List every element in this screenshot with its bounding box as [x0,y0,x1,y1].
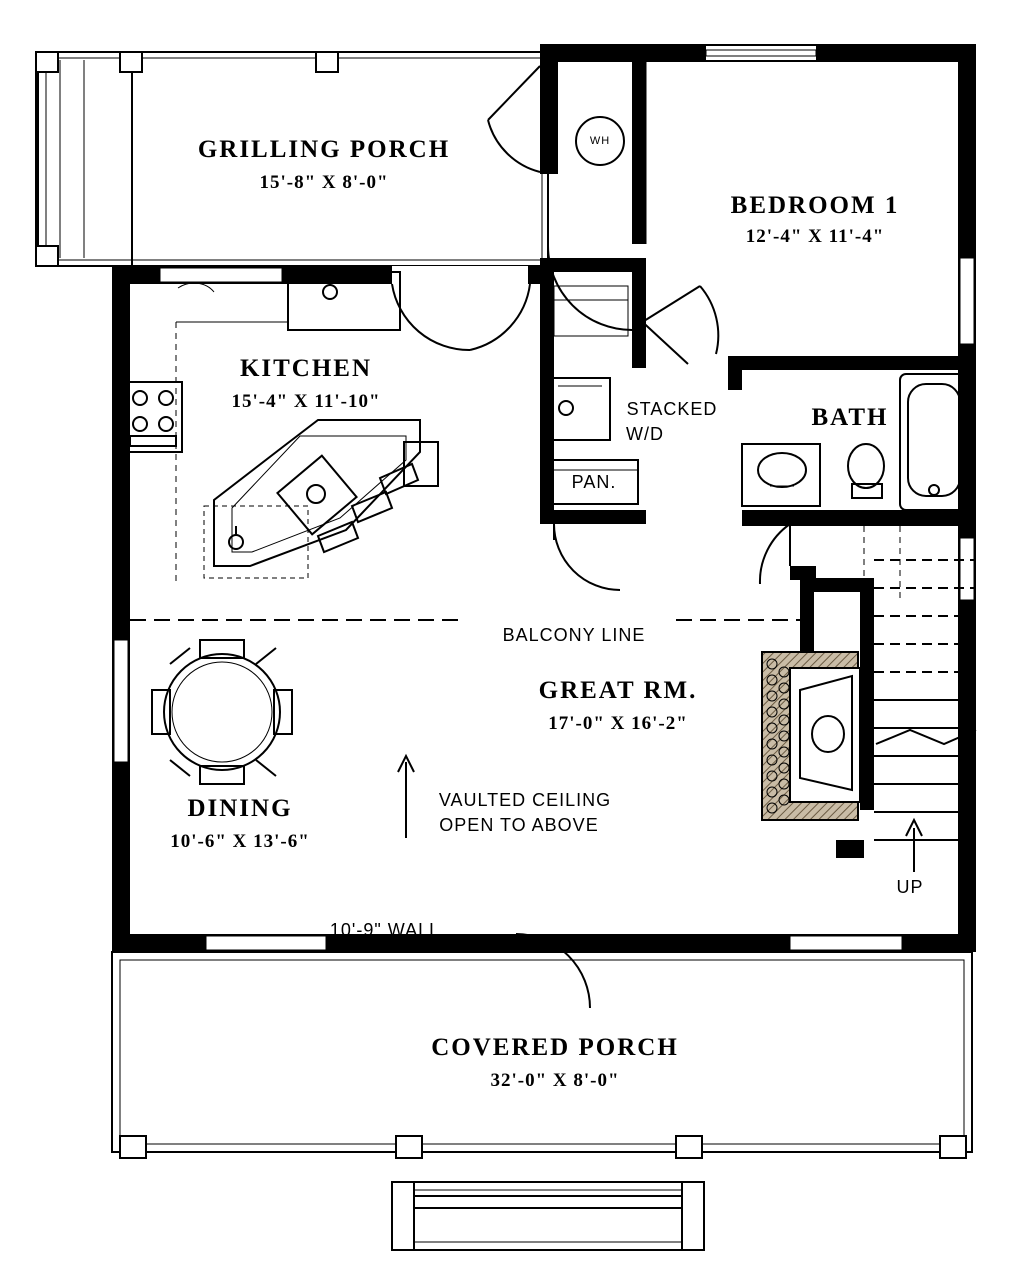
balcony-line-label: BALCONY LINE [502,625,646,645]
room-label-bedroom-1: BEDROOM 1 [730,192,900,219]
stacked-washer-dryer-label-line1: STACKED [626,399,718,419]
pantry-label: PAN. [571,472,617,492]
room-label-great-room: GREAT RM. [538,677,698,704]
room-dim-great-room: 17'-0" X 16'-2" [548,713,688,734]
bath-fixtures [742,374,968,510]
vaulted-ceiling-arrow [398,756,414,838]
room-dim-dining: 10'-6" X 13'-6" [170,831,310,852]
room-label-bath: BATH [811,404,889,431]
stair-up-label: UP [896,877,924,897]
water-heater-label: WH [589,135,611,147]
room-dim-grilling-porch: 15'-8" X 8'-0" [259,172,389,193]
wall-length-label: 10'-9" WALL [329,920,441,940]
room-label-dining: DINING [187,795,293,822]
dining-furniture [152,640,292,784]
room-dim-bedroom-1: 12'-4" X 11'-4" [745,226,885,247]
room-dim-kitchen: 15'-4" X 11'-10" [231,391,381,412]
room-dim-covered-porch: 32'-0" X 8'-0" [490,1070,620,1091]
room-label-covered-porch: COVERED PORCH [431,1034,679,1061]
vaulted-ceiling-label-line1: VAULTED CEILING [438,790,612,810]
interior-walls [540,258,976,854]
room-label-grilling-porch: GRILLING PORCH [197,136,451,163]
stacked-washer-dryer-label-line2: W/D [626,424,664,444]
kitchen-fixtures [124,272,438,586]
utility-fixtures [548,117,688,504]
fireplace [762,652,860,820]
vaulted-ceiling-label-line2: OPEN TO ABOVE [439,815,599,835]
room-label-kitchen: KITCHEN [239,355,373,382]
